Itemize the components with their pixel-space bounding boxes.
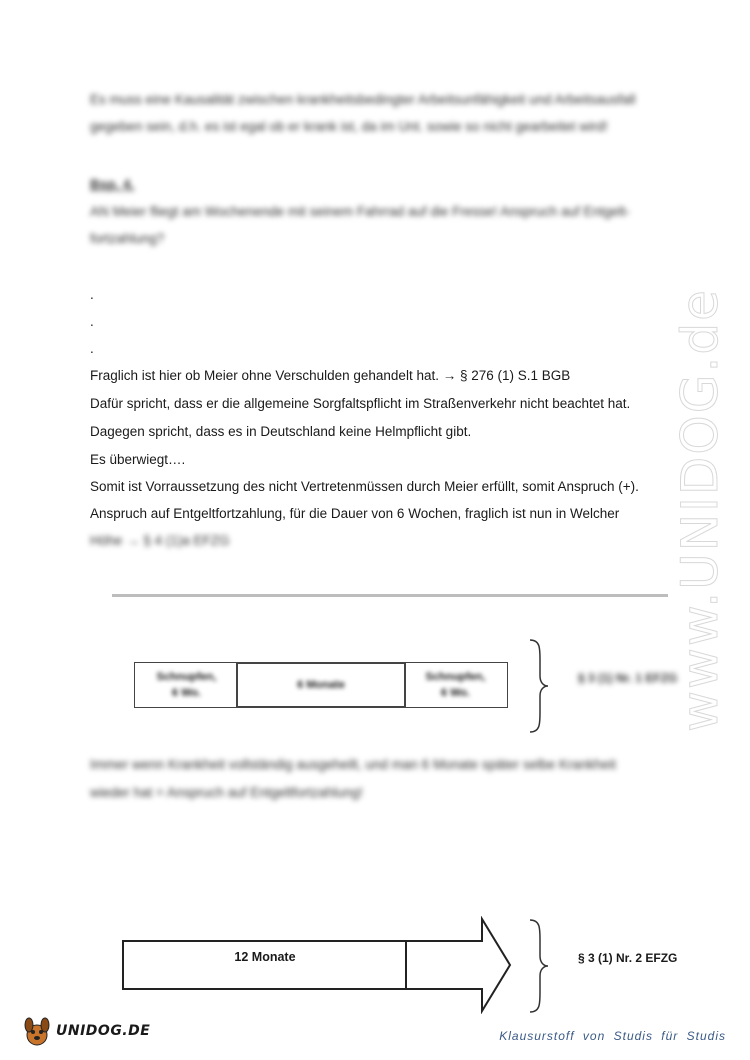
timeline1-box3-line2: 6 Wo. — [440, 687, 471, 699]
timeline1-box-2 — [236, 662, 406, 708]
body-line4: Es überwiegt…. — [90, 452, 186, 467]
body-line6: Anspruch auf Entgeltfortzahlung, für die Dauer von 6 Wochen, fraglich ist nun in Welcher — [90, 506, 620, 521]
dog-icon — [22, 1015, 52, 1047]
timeline1-box1-line2: 6 Wo. — [171, 687, 202, 699]
example-line2: fortzahlung? — [90, 231, 165, 246]
body-line1: Fraglich ist hier ob Meier ohne Verschulden gehandelt hat. → § 276 (1) S.1 BGB — [90, 368, 571, 383]
body-line7: Höhe → § 4 (1)a EFZG — [90, 533, 230, 548]
horizontal-divider — [112, 594, 668, 597]
body-line5: Somit ist Vorraussetzung des nicht Vertretenmüssen durch Meier erfüllt, somit Anspruch (+). — [90, 479, 639, 494]
timeline2-brace — [526, 918, 552, 1014]
unidog-logo — [22, 1015, 150, 1047]
example-heading: Bsp. 4. — [90, 177, 135, 192]
paragraph1-line2: gegeben sein, d.h. es ist egal ob er krank ist, da im Unt. sowie so nicht gearbeitet wird! — [90, 119, 608, 134]
timeline1-box3-line1: Schnupfen, — [425, 671, 486, 683]
dot-2: . — [90, 314, 94, 329]
timeline2-arrow-label: 12 Monate — [234, 950, 296, 964]
logo-text: UNIDOG.DE — [56, 1023, 151, 1039]
body-line3: Dagegen spricht, dass es in Deutschland keine Helmpflicht gibt. — [90, 424, 472, 439]
timeline1-brace — [526, 638, 552, 734]
dot-3: . — [90, 341, 94, 356]
note-line1: Immer wenn Krankheit vollständig ausgeheilt, und man 6 Monate später selbe Krankheit — [90, 757, 617, 772]
timeline1-box1-line1: Schnupfen, — [156, 671, 217, 683]
note-line2: wieder hat = Anspruch auf Entgeltfortzahlung! — [90, 785, 363, 800]
example-line1: AN Meier fliegt am Wochenende mit seinem Fahrrad auf die Fresse! Anspruch auf Entgelt- — [90, 204, 631, 219]
footer-tagline: Klausurstoff von Studis für Studis — [499, 1029, 726, 1043]
timeline1-box2-label: 6 Monate — [297, 679, 345, 691]
timeline1-box-1 — [134, 662, 238, 708]
body-line2: Dafür spricht, dass er die allgemeine Sorgfaltspflicht im Straßenverkehr nicht beachtet hat. — [90, 396, 631, 411]
timeline2-arrow — [120, 916, 515, 1014]
timeline2-label: § 3 (1) Nr. 2 EFZG — [578, 951, 678, 965]
dot-1: . — [90, 287, 94, 302]
watermark-text: www.UNIDOG.de — [671, 288, 730, 732]
timeline1-label: § 3 (1) Nr. 1 EFZG — [578, 671, 678, 685]
timeline1-box-3 — [404, 662, 508, 708]
paragraph1-line1: Es muss eine Kausalität zwischen krankheitsbedingter Arbeitsunfähigkeit und Arbeitsausfall — [90, 92, 636, 107]
